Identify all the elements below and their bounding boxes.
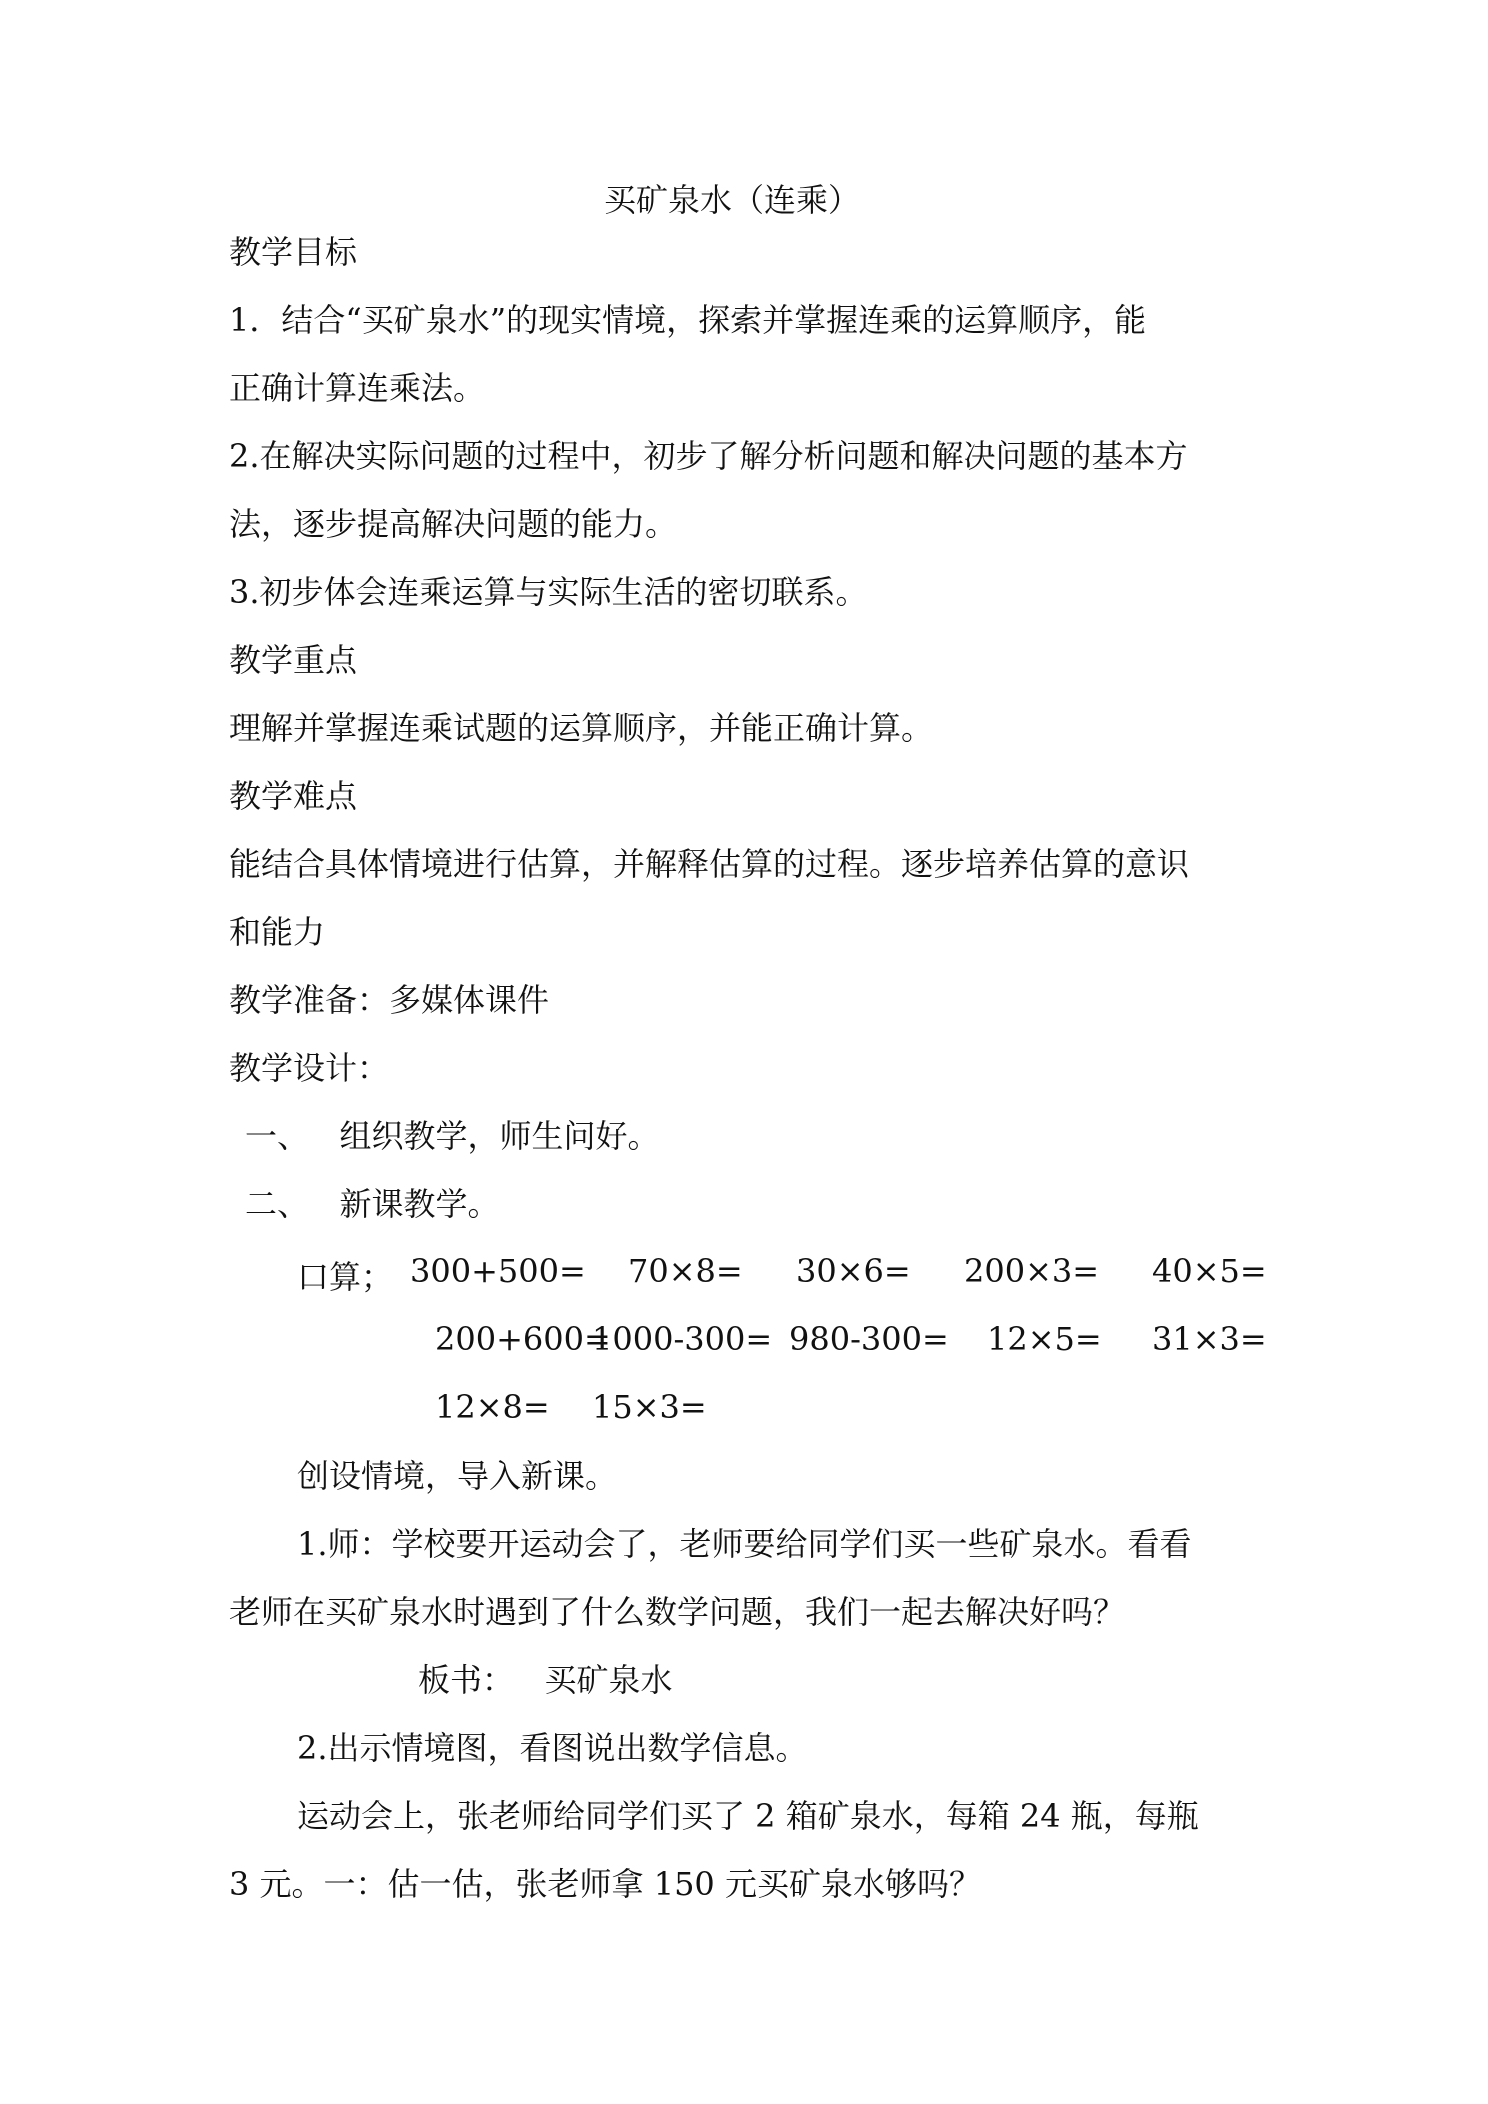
- create-situation: 创设情境，导入新课。: [297, 1457, 618, 1495]
- mental-math-item: 70×8=: [628, 1252, 743, 1290]
- page-title: 买矿泉水（连乘）: [604, 181, 861, 219]
- goal-1-line-2: 正确计算连乘法。: [229, 369, 486, 407]
- step-1: 一、 组织教学，师生问好。: [245, 1117, 660, 1155]
- paragraph-3-line-2: 3 元。一：估一估，张老师拿 150 元买矿泉水够吗？: [229, 1865, 981, 1903]
- paragraph-2: 2.出示情境图，看图说出数学信息。: [297, 1729, 808, 1767]
- mental-math-item: 40×5=: [1152, 1252, 1267, 1290]
- mental-math-item: 200×3=: [964, 1252, 1100, 1290]
- goal-2-line-2: 法，逐步提高解决问题的能力。: [229, 505, 678, 543]
- key-text: 理解并掌握连乘试题的运算顺序，并能正确计算。: [229, 709, 934, 747]
- paragraph-1-line-2: 老师在买矿泉水时遇到了什么数学问题，我们一起去解决好吗？: [229, 1593, 1126, 1631]
- mental-math-item: 1000-300=: [592, 1320, 773, 1358]
- mental-math-item: 980-300=: [789, 1320, 949, 1358]
- goal-1-line-1: 1．结合“买矿泉水”的现实情境，探索并掌握连乘的运算顺序，能: [229, 301, 1147, 339]
- heading-teaching-goals: 教学目标: [229, 233, 358, 271]
- paragraph-3-line-1: 运动会上，张老师给同学们买了 2 箱矿泉水，每箱 24 瓶，每瓶: [297, 1797, 1199, 1835]
- mental-math-item: 200+600=: [435, 1320, 611, 1358]
- mental-math-item: 12×5=: [987, 1320, 1102, 1358]
- goal-2-line-1: 2.在解决实际问题的过程中，初步了解分析问题和解决问题的基本方: [229, 437, 1188, 475]
- mental-math-label: 口算；: [297, 1258, 394, 1296]
- goal-3: 3.初步体会连乘运算与实际生活的密切联系。: [229, 573, 868, 611]
- mental-math-item: 12×8=: [435, 1388, 550, 1426]
- mental-math-item: 15×3=: [592, 1388, 707, 1426]
- heading-teaching-key: 教学重点: [229, 641, 358, 679]
- difficulty-line-1: 能结合具体情境进行估算，并解释估算的过程。逐步培养估算的意识: [229, 845, 1190, 883]
- mental-math-row-1: [0, 1252, 1488, 1296]
- heading-teaching-difficulty: 教学难点: [229, 777, 358, 815]
- step-2: 二、 新课教学。: [245, 1185, 500, 1223]
- mental-math-item: 300+500=: [410, 1252, 586, 1290]
- mental-math-row-2: [0, 1320, 1488, 1360]
- mental-math-item: 31×3=: [1152, 1320, 1267, 1358]
- mental-math-item: 30×6=: [796, 1252, 911, 1290]
- mental-math-row-3: [0, 1388, 1488, 1428]
- teaching-design: 教学设计：: [229, 1049, 390, 1087]
- blackboard-text: 板书： 买矿泉水: [418, 1661, 673, 1699]
- teaching-preparation: 教学准备：多媒体课件: [229, 981, 550, 1019]
- difficulty-line-2: 和能力: [229, 913, 326, 951]
- paragraph-1-line-1: 1.师：学校要开运动会了，老师要给同学们买一些矿泉水。看看: [297, 1525, 1192, 1563]
